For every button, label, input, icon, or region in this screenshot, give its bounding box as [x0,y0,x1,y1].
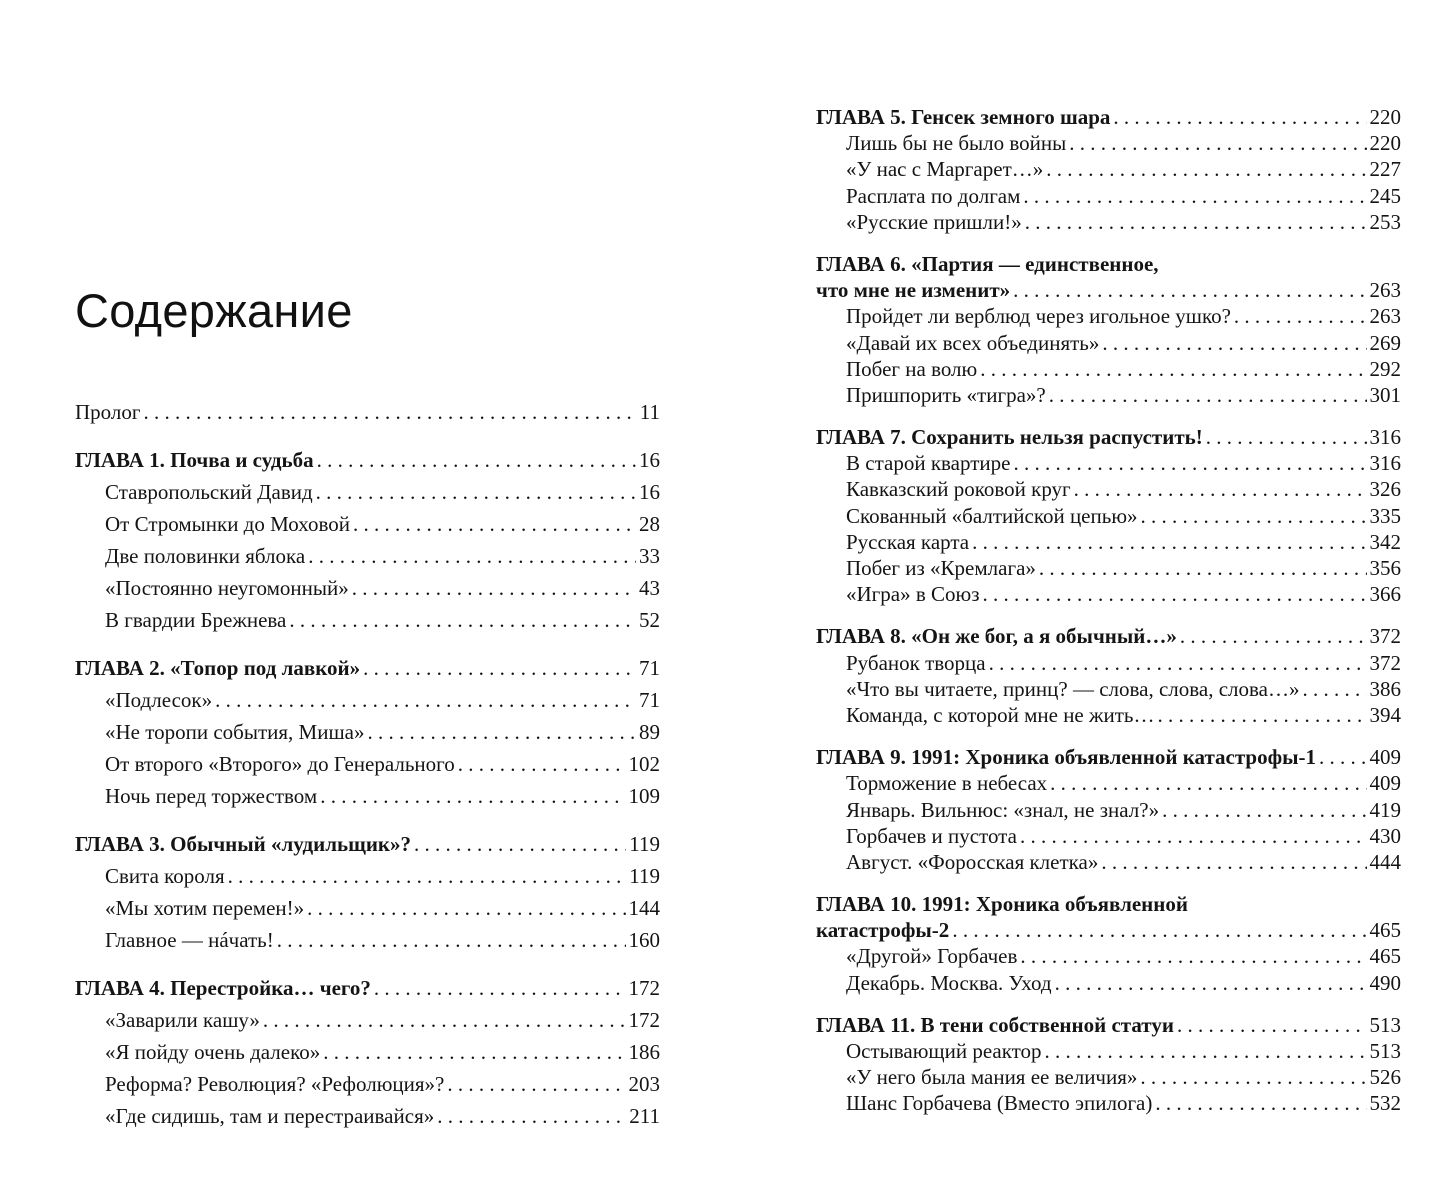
toc-page-number: 186 [628,1040,660,1064]
toc-entry-label: «Русские пришли!» [846,209,1022,234]
toc-leader-dots [320,780,625,812]
toc-entry-label: Январь. Вильнюс: «знал, не знал?» [846,797,1160,822]
toc-leader-dots [316,476,636,508]
toc-subentry [816,943,1401,969]
toc-entry-label: «Подлесок» [105,688,213,712]
toc-leader-dots [367,716,636,748]
toc-entry-label: В старой квартире [846,451,1011,476]
toc-subentry [816,581,1401,607]
toc-leader-dots [952,917,1366,943]
toc-subentry [816,1090,1401,1116]
toc-subentry [816,529,1401,555]
toc-page-number: 16 [639,480,660,504]
toc-entry-label: катастрофы-2 [816,918,950,943]
toc-subentry [75,860,660,892]
toc-entry-label: «Давай их всех объединять» [846,330,1100,355]
toc-page-number: 263 [1369,304,1401,329]
toc-entry-label: Ночь перед торжеством [105,784,318,808]
toc-subentry [816,797,1401,823]
toc-entry-label: Рубанок творца [846,650,986,675]
left-page [75,0,660,1202]
toc-page-number: 16 [639,448,660,472]
toc-entry-label: ГЛАВА 7. Сохранить нельзя распустить! [816,425,1203,450]
toc-entry-label: Свита короля [105,864,225,888]
toc-leader-dots [1140,1064,1366,1090]
toc-subentry [816,503,1401,529]
toc-subentry [816,1064,1401,1090]
toc-leader-dots [1206,424,1367,450]
toc-leader-dots [374,972,626,1004]
toc-leader-dots [1020,943,1366,969]
toc-subentry [816,555,1401,581]
toc-leader-dots [228,860,627,892]
toc-page-number: 263 [1369,278,1401,303]
toc-leader-dots [352,572,636,604]
toc-subentry [75,508,660,540]
toc-leader-dots [437,1100,626,1132]
toc-leader-dots [1101,849,1366,875]
section-gap [75,956,660,972]
toc-leader-dots [989,650,1367,676]
toc-entry-label: «Где сидишь, там и перестраивайся» [105,1104,435,1128]
toc-page-number: 253 [1369,209,1401,234]
toc-page-number: 490 [1369,970,1401,995]
toc-entry-label: Лишь бы не было войны [846,131,1067,156]
toc-entry-label: «Мы хотим перемен!» [105,896,305,920]
toc-subentry [816,183,1401,209]
toc-entry-label: ГЛАВА 4. Перестройка… чего? [75,976,371,1000]
toc-subentry [816,823,1401,849]
toc-entry-label: ГЛАВА 8. «Он же бог, а я обычный…» [816,624,1177,649]
toc-leader-dots [277,924,626,956]
section-gap [75,428,660,444]
toc-entry-label: Скованный «балтийской цепью» [846,503,1138,528]
toc-page-number: 172 [628,1008,660,1032]
toc-entry-label: ГЛАВА 1. Почва и судьба [75,448,314,472]
toc-leader-dots [323,1036,625,1068]
toc-entry-label: Пройдет ли верблюд через игольное ушко? [846,304,1231,329]
toc-chapter-entry [816,917,1401,943]
toc-chapter-entry [75,652,660,684]
toc-subentry [816,849,1401,875]
toc-page-number: 172 [628,976,660,1000]
toc-leader-dots [1046,156,1366,182]
toc-entry [75,396,660,428]
toc-subentry [75,1004,660,1036]
toc-page-number: 316 [1369,451,1401,476]
toc-page-number: 11 [639,400,660,424]
toc-subentry [75,604,660,636]
toc-page-number: 513 [1369,1012,1401,1037]
toc-leader-dots [972,529,1366,555]
toc-entry-label: «У него была мания ее величия» [846,1065,1138,1090]
toc-subentry [816,156,1401,182]
toc-chapter-entry [75,828,660,860]
toc-leader-dots [1113,104,1366,130]
toc-entry-label: Главное — нáчать! [105,928,274,952]
toc-leader-dots [289,604,636,636]
toc-page-number: 301 [1369,382,1401,407]
toc-page-number: 43 [639,576,660,600]
toc-entry-label: Кавказский роковой круг [846,477,1071,502]
toc-entry-label: «Постоянно неугомонный» [105,576,349,600]
toc-subentry [75,540,660,572]
toc-page-number: 292 [1369,356,1401,381]
toc-subentry [816,450,1401,476]
toc-entry-label: Побег из «Кремлага» [846,556,1036,580]
toc-subentry [816,1038,1401,1064]
toc-leader-dots [983,581,1367,607]
toc-page-number: 335 [1369,503,1401,528]
section-gap [816,875,1401,891]
toc-leader-dots [1158,702,1367,728]
toc-subentry [75,892,660,924]
toc-subentry [816,382,1401,408]
table-of-contents-left [75,396,660,1132]
toc-entry-label: Горбачев и пустота [846,823,1017,848]
section-gap [75,812,660,828]
toc-page-number: 89 [639,720,660,744]
toc-entry-label: ГЛАВА 2. «Топор под лавкой» [75,656,361,680]
toc-chapter-entry [75,972,660,1004]
toc-page-number: 245 [1369,183,1401,208]
toc-entry-label: Побег на волю [846,356,978,381]
toc-leader-dots [263,1004,626,1036]
section-gap [816,408,1401,424]
toc-subentry [816,209,1401,235]
toc-entry-label: ГЛАВА 9. 1991: Хроника объявленной катастрофы-1 [816,745,1317,770]
toc-page-number: 220 [1369,105,1401,129]
toc-leader-dots [1013,450,1366,476]
toc-chapter-entry [816,623,1401,649]
toc-entry-label: ГЛАВА 5. Генсек земного шара [816,105,1111,129]
toc-page-number: 52 [639,608,660,632]
toc-subentry [75,476,660,508]
toc-leader-dots [1045,1038,1367,1064]
toc-entry-label: «Игра» в Союз [846,582,980,607]
toc-entry-label: ГЛАВА 6. «Партия — единственное, [816,251,1159,276]
toc-page-number: 465 [1369,918,1401,943]
toc-page-number: 430 [1369,823,1401,848]
toc-leader-dots [143,396,636,428]
toc-page-number: 366 [1369,582,1401,607]
toc-entry-label: В гвардии Брежнева [105,608,287,632]
toc-subentry [816,356,1401,382]
toc-page-number: 386 [1369,676,1401,701]
toc-chapter-entry [816,1012,1401,1038]
toc-entry-label: Торможение в небесах [846,771,1048,796]
toc-page-number: 102 [628,752,660,776]
toc-leader-dots [1020,823,1367,849]
toc-subentry [75,716,660,748]
toc-leader-dots [1162,797,1366,823]
toc-page-number: 316 [1369,425,1401,450]
toc-subentry [816,702,1401,728]
toc-entry-label: «У нас с Маргарет…» [846,157,1044,182]
toc-subentry [816,650,1401,676]
toc-entry-label: что мне не изменит» [816,278,1011,303]
toc-subentry [816,970,1401,996]
toc-subentry [75,780,660,812]
toc-entry-label: Шанс Горбачева (Вместо эпилога) [846,1091,1153,1116]
toc-page-number: 372 [1369,650,1401,675]
toc-subentry [75,924,660,956]
toc-entry-label: Ставропольский Давид [105,480,313,504]
toc-page-number: 144 [628,896,660,920]
toc-page-number: 419 [1369,797,1401,822]
toc-chapter-entry [816,251,1401,277]
toc-leader-dots [414,828,626,860]
toc-page-number: 513 [1369,1039,1401,1063]
toc-chapter-entry [816,744,1401,770]
toc-page-number: 220 [1369,131,1401,156]
toc-leader-dots [1234,303,1367,329]
toc-entry-label: От второго «Второго» до Генерального [105,752,455,776]
toc-leader-dots [1319,744,1366,770]
toc-leader-dots [1102,330,1366,356]
toc-page-number: 409 [1369,771,1401,796]
toc-entry-label: ГЛАВА 10. 1991: Хроника объявленной [816,892,1188,917]
toc-entry-label: «Я пойду очень далеко» [105,1040,321,1064]
toc-entry-label: Расплата по долгам [846,183,1021,208]
toc-page-number: 444 [1369,849,1401,874]
toc-page-number: 269 [1369,330,1401,355]
toc-page-number: 71 [639,688,660,712]
section-gap [816,235,1401,251]
toc-leader-dots [1141,503,1367,529]
toc-leader-dots [1155,1090,1366,1116]
toc-subentry [75,1036,660,1068]
toc-entry-label: Две половинки яблока [105,544,306,568]
table-of-contents-right [816,104,1401,1117]
toc-leader-dots [1069,130,1366,156]
toc-page-number: 326 [1369,477,1401,502]
toc-page-number: 394 [1369,702,1401,727]
toc-entry-label: ГЛАВА 3. Обычный «лудильщик»? [75,832,412,856]
toc-leader-dots [1177,1012,1367,1038]
toc-page-number: 203 [628,1072,660,1096]
toc-leader-dots [1303,676,1367,702]
toc-page-number: 33 [639,544,660,568]
toc-leader-dots [447,1068,625,1100]
toc-entry-label: «Что вы читаете, принц? — слова, слова, слова…» [846,676,1300,701]
toc-page-number: 227 [1369,157,1401,182]
toc-entry-label: «Не торопи события, Миша» [105,720,365,744]
section-gap [75,636,660,652]
toc-entry-label: Пришпорить «тигра»? [846,382,1046,407]
toc-leader-dots [215,684,636,716]
toc-page-number: 356 [1369,556,1401,580]
toc-page-number: 526 [1369,1065,1401,1090]
page-title: Содержание [75,284,353,338]
toc-leader-dots [1055,970,1367,996]
toc-entry-label: Остывающий реактор [846,1039,1042,1063]
toc-page-number: 109 [628,784,660,808]
section-gap [816,728,1401,744]
toc-entry-label: «Заварили кашу» [105,1008,260,1032]
toc-entry-label: Декабрь. Москва. Уход [846,970,1052,995]
toc-leader-dots [353,508,636,540]
toc-entry-label: ГЛАВА 11. В тени собственной статуи [816,1012,1174,1037]
toc-subentry [75,572,660,604]
toc-entry-label: «Другой» Горбачев [846,944,1018,969]
toc-leader-dots [1074,476,1367,502]
toc-page-number: 71 [639,656,660,680]
toc-leader-dots [1180,623,1367,649]
toc-entry-label: От Стромынки до Моховой [105,512,350,536]
toc-leader-dots [1013,277,1366,303]
right-page [816,0,1401,1202]
toc-leader-dots [308,540,636,572]
toc-leader-dots [307,892,625,924]
toc-leader-dots [1050,770,1366,796]
toc-entry-label: Пролог [75,400,141,424]
toc-chapter-entry [816,424,1401,450]
toc-entry-label: Русская карта [846,529,970,554]
toc-leader-dots [980,356,1366,382]
toc-page-number: 160 [628,928,660,952]
toc-subentry [816,676,1401,702]
toc-subentry [816,303,1401,329]
section-gap [816,607,1401,623]
toc-leader-dots [1049,382,1367,408]
toc-entry-label: Август. «Форосская клетка» [846,849,1099,874]
toc-leader-dots [317,444,636,476]
toc-subentry [75,684,660,716]
toc-chapter-entry [816,891,1401,917]
toc-subentry [75,748,660,780]
toc-subentry [816,330,1401,356]
toc-page-number: 465 [1369,944,1401,969]
toc-page-number: 342 [1369,529,1401,554]
toc-subentry [75,1068,660,1100]
toc-subentry [816,476,1401,502]
toc-entry-label: Реформа? Революция? «Рефолюция»? [105,1072,445,1096]
toc-leader-dots [1023,183,1366,209]
toc-page-number: 119 [629,832,660,856]
toc-page-number: 211 [629,1104,660,1128]
toc-leader-dots [1039,555,1367,581]
toc-chapter-entry [816,277,1401,303]
toc-subentry [816,130,1401,156]
toc-chapter-entry [75,444,660,476]
toc-subentry [816,770,1401,796]
toc-page-number: 409 [1369,745,1401,770]
toc-page-number: 532 [1369,1091,1401,1116]
toc-page-number: 372 [1369,624,1401,649]
toc-leader-dots [458,748,626,780]
toc-entry-label: Команда, с которой мне не жить… [846,702,1155,727]
toc-leader-dots [363,652,636,684]
toc-leader-dots [1025,209,1367,235]
toc-chapter-entry [816,104,1401,130]
toc-page-number: 119 [629,864,660,888]
section-gap [816,996,1401,1012]
toc-page-number: 28 [639,512,660,536]
toc-subentry [75,1100,660,1132]
